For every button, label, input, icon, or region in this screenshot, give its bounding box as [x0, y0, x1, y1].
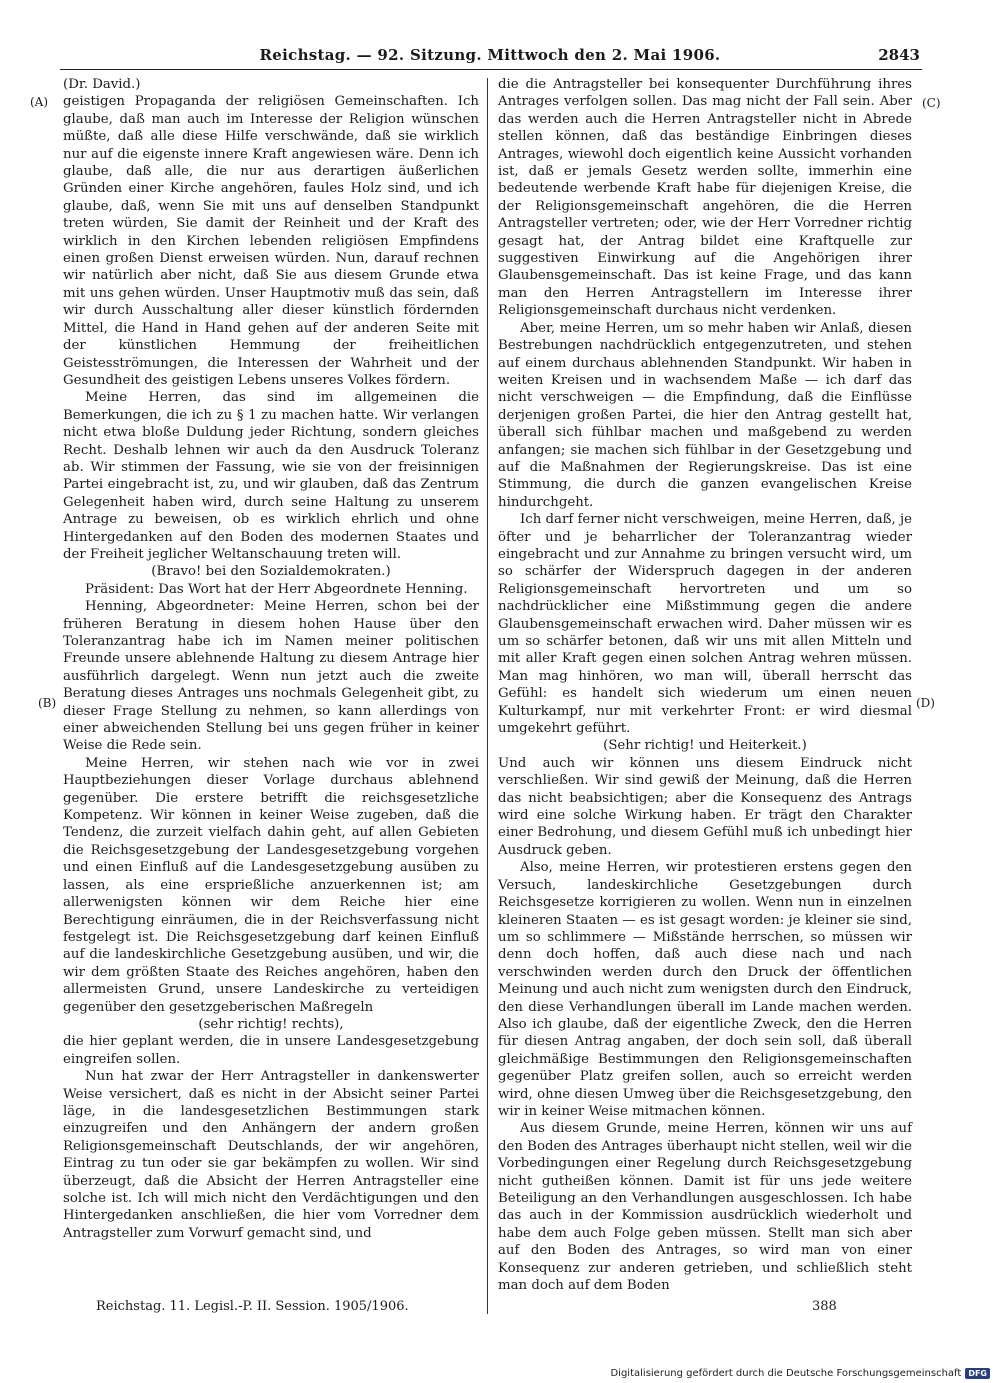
paragraph: Ich darf ferner nicht verschweigen, meine Herren, daß, je öfter und je beharrlicher der Toleranzantrag wieder eingebracht und zur Annahme zu bringen versucht wird, um so schärfer der Widerspruch dagegen in der anderen Religionsgemeinschaft hervortreten und um so nachdrücklicher eine Mißstimmung gegen die andere Glaubensgemeinschaft erwachen wird. Daher müssen wir es um so schärfer betonen, daß wir uns mit allen Mitteln und mit aller Kraft gegen einen solchen Antrag wehren müssen. Man mag hinhören, wo man will, überall herrscht das Gefühl: es handelt sich wiederum um einen neuen Kulturkampf, nur mit verkehrter Front: er wird diesmal umgekehrt geführt. [498, 512, 912, 737]
paragraph: die die Antragsteller bei konsequenter Durchführung ihres Antrages verfolgen sollen. Das mag nicht der Fall sein. Aber das werden auch die Herren Antragsteller nicht in Abrede stellen können, daß das beständige Einbringen dieses Antrages, wiewohl doch eigentlich keine Aussicht vorhanden ist, daß er jemals Gesetz werden sollte, immerhin eine bedeutende werbende Kraft habe für diejenigen Kreise, die der Religionsgemeinschaft angehören, die die Herren Antragsteller vertreten; oder, wie der Herr Vorredner richtig gesagt hat, der Antrag bildet eine Kraftquelle zur suggestiven Einwirkung auf die Angehörigen ihrer Glaubensgemeinschaft. Das ist keine Frage, und das kann man den Herren Antragstellern im Interesse ihrer Religionsgemeinschaft durchaus nicht verdenken. [498, 77, 912, 319]
margin-marker-a: (A) [30, 95, 49, 109]
right-column [498, 76, 912, 1294]
margin-marker-d: (D) [916, 696, 935, 710]
left-column [63, 76, 479, 1242]
paragraph: Nun hat zwar der Herr Antragsteller in dankenswerter Weise versichert, daß es nicht in der Absicht seiner Partei läge, in die landesgesetzlichen Bestimmungen stark einzugreifen und den Anhängern der andern großen Religionsgemeinschaft Deutschlands, der wir angehören, Eintrag zu tun oder sie gar bekämpfen zu wollen. Wir sind überzeugt, daß die Absicht der Herren Antragsteller eine solche ist. Ich will mich nicht den Verdächtigungen und den Hintergedanken anschließen, die hier vom Vorredner dem Antragsteller zum Vorwurf gemacht sind, und [63, 1069, 479, 1241]
footer-session: Reichstag. 11. Legisl.-P. II. Session. 1905/1906. [96, 1299, 409, 1314]
paragraph: Aus diesem Grunde, meine Herren, können wir uns auf den Boden des Antrages überhaupt nicht stellen, weil wir die Vorbedingungen einer Regelung durch Reichsgesetzgebung nicht gutheißen können. Damit ist für uns jede weitere Beteiligung an den Verhandlungen ausgeschlossen. Ich habe das auch in der Kommission ausdrücklich wiederholt und habe dem auch Folge geben müssen. Stellt man sich aber auf den Boden des Antrages, so wird man von einer Konsequenz zur anderen getrieben, und schließlich steht man doch auf dem Boden [498, 1121, 912, 1294]
footer-sheet-number: 388 [812, 1299, 837, 1314]
paragraph: Also, meine Herren, wir protestieren erstens gegen den Versuch, landeskirchliche Gesetzgebungen durch Reichsgesetze korrigieren zu wollen. Wenn nun in einzelnen kleineren Staaten — es ist gesagt worden: je kleiner sie sind, um so schlimmere — Mißstände herrschen, so müssen wir denn doch hoffen, daß auch diese nach und nach verschwinden werden durch den Druck der öffentlichen Meinung und auch nicht zum wenigsten durch den Eindruck, den diese Verhandlungen überall im Lande machen werden. Also ich glaube, daß der eigentliche Zweck, den die Herren für diesen Antrag angaben, der doch sein soll, daß überall gleichmäßige Bestimmungen den Religionsgemeinschaften gegenüber Platz greifen sollen, auch so erreicht werden wird, ohne diesen Umweg über die Reichsgesetzgebung, den wir in keiner Weise mitmachen können. [498, 860, 912, 1119]
paragraph: (Dr. David.) [63, 77, 141, 92]
header-rule [60, 69, 922, 70]
paragraph: Präsident: Das Wort hat der Herr Abgeordnete Henning. [85, 581, 468, 597]
paragraph: Und auch wir können uns diesem Eindruck nicht verschließen. Wir sind gewiß der Meinung, daß die Herren das nicht beabsichtigen; aber die Konsequenz des Antrags wird eine solche Wirkung haben. Er trägt den Charakter einer Bedrohung, und diesem Gefühl muß ich unbedingt hier Ausdruck geben. [498, 755, 912, 858]
paragraph: Meine Herren, wir stehen nach wie vor in zwei Hauptbeziehungen dieser Vorlage durchaus ablehnend gegenüber. Die erstere betrifft die reichsgesetzliche Kompetenz. Wir können in keiner Weise zugeben, daß die Tendenz, die zurzeit vielfach dahin geht, auf allen Gebieten die Reichsgesetzgebung der Landesgesetzgebung vorgehen und einen Einfluß auf die Landesgesetzgebung ausüben zu lassen, als eine ersprießliche anzuerkennen ist; am allerwenigsten können wir dem Reiche hier eine Berechtigung einräumen, die in der Reichsverfassung nicht festgelegt ist. Die Reichsgesetzgebung darf keinen Einfluß auf die landeskirchliche Gesetzgebung ausüben, und wir, die wir dem größten Staate des Reiches angehören, haben den allermeisten Grund, unsere Landeskirche zu verteidigen gegenüber den gesetzgeberischen Maßregeln [63, 755, 479, 1015]
paragraph: (sehr richtig! rechts), [198, 1016, 344, 1032]
paragraph: Aber, meine Herren, um so mehr haben wir Anlaß, diesen Bestrebungen nachdrücklich entgegenzutreten, und stehen auf einem durchaus ablehnenden Standpunkt. Wir haben in weiten Kreisen und in wachsendem Maße — ich darf das nicht verschweigen — die Empfindung, daß die Einflüsse derjenigen großen Partei, die hier den Antrag gestellt hat, überall sich fühlbar machen und maßgebend zu werden anfangen; sie machen sich fühlbar in der Gesetzgebung und auf die Maßnahmen der Regierungskreise. Das ist eine Stimmung, die durch die ganzen evangelischen Kreise hindurchgeht. [498, 320, 912, 510]
running-title: Reichstag. — 92. Sitzung. Mittwoch den 2. Mai 1906. [259, 46, 721, 64]
page-header [60, 46, 920, 68]
paragraph: Meine Herren, das sind im allgemeinen die Bemerkungen, die ich zu § 1 zu machen hatte. Wir verlangen nicht etwa bloße Duldung jeder Richtung, sondern gleiches Recht. Deshalb lehnen wir auch da den Ausdruck Toleranz ab. Wir stimmen der Fassung, wie sie von der freisinnigen Partei eingebracht ist, zu, und wir glauben, daß das Zentrum Gelegenheit haben wird, durch seine Haltung zu unserem Antrage zu beweisen, ob es wirklich ehrlich und ohne Hintergedanken auf den Boden des modernen Staates und der Freiheit jeglicher Weltanschauung treten will. [63, 390, 479, 562]
paragraph: Henning, Abgeordneter: Meine Herren, schon bei der früheren Beratung in diesem hohen Hause über den Toleranzantrag habe ich im Namen meiner politischen Freunde unsere ablehnende Haltung zu diesem Antrage hier ausführlich dargelegt. Wenn nun jetzt auch die zweite Beratung dieses Antrages uns nochmals Gelegenheit gibt, zu dieser Frage Stellung zu nehmen, so kann allerdings von einer abweichenden Stellung bei uns gegen früher in keiner Weise die Rede sein. [63, 599, 479, 754]
margin-marker-b: (B) [38, 696, 57, 710]
dfg-note-text: Digitalisierung gefördert durch die Deutsche Forschungsgemeinschaft [610, 1368, 962, 1379]
paragraph: geistigen Propaganda der religiösen Gemeinschaften. Ich glaube, daß man auch im Interesse der Religion wünschen müßte, daß alle diese Hilfe verschwände, daß sie wirklich nur auf die eigenste innere Kraft angewiesen wäre. Denn ich glaube, daß alle, die nur aus derartigen äußerlichen Gründen einer Kirche angehören, faules Holz sind, und ich glaube, daß, wenn Sie mit uns auf denselben Standpunkt treten würden, Sie damit der Reinheit und der Kraft des wirklich in den Kirchen lebenden religiösen Empfindens einen großen Dienst erweisen würden. Nun, darauf rechnen wir natürlich aber nicht, daß Sie aus diesem Grunde etwa mit uns gehen würden. Unser Hauptmotiv muß das sein, daß wir durch Ausschaltung aller dieser künstlich fördernden Mittel, die Hand in Hand gehen auf der anderen Seite mit der künstlichen Hemmung der freiheitlichen Geistesströmungen, die Interessen der Wahrheit und der Gesundheit des geistigen Lebens unseres Volkes fördern. [63, 94, 479, 388]
paragraph: (Sehr richtig! und Heiterkeit.) [603, 738, 807, 754]
margin-marker-c: (C) [922, 96, 941, 110]
column-divider [487, 78, 488, 1314]
paragraph: (Bravo! bei den Sozialdemokraten.) [151, 564, 391, 580]
dfg-note [610, 1368, 990, 1379]
dfg-logo: DFG [965, 1368, 990, 1379]
page-number: 2843 [878, 46, 920, 64]
paragraph: die hier geplant werden, die in unsere Landesgesetzgebung eingreifen sollen. [63, 1034, 479, 1067]
